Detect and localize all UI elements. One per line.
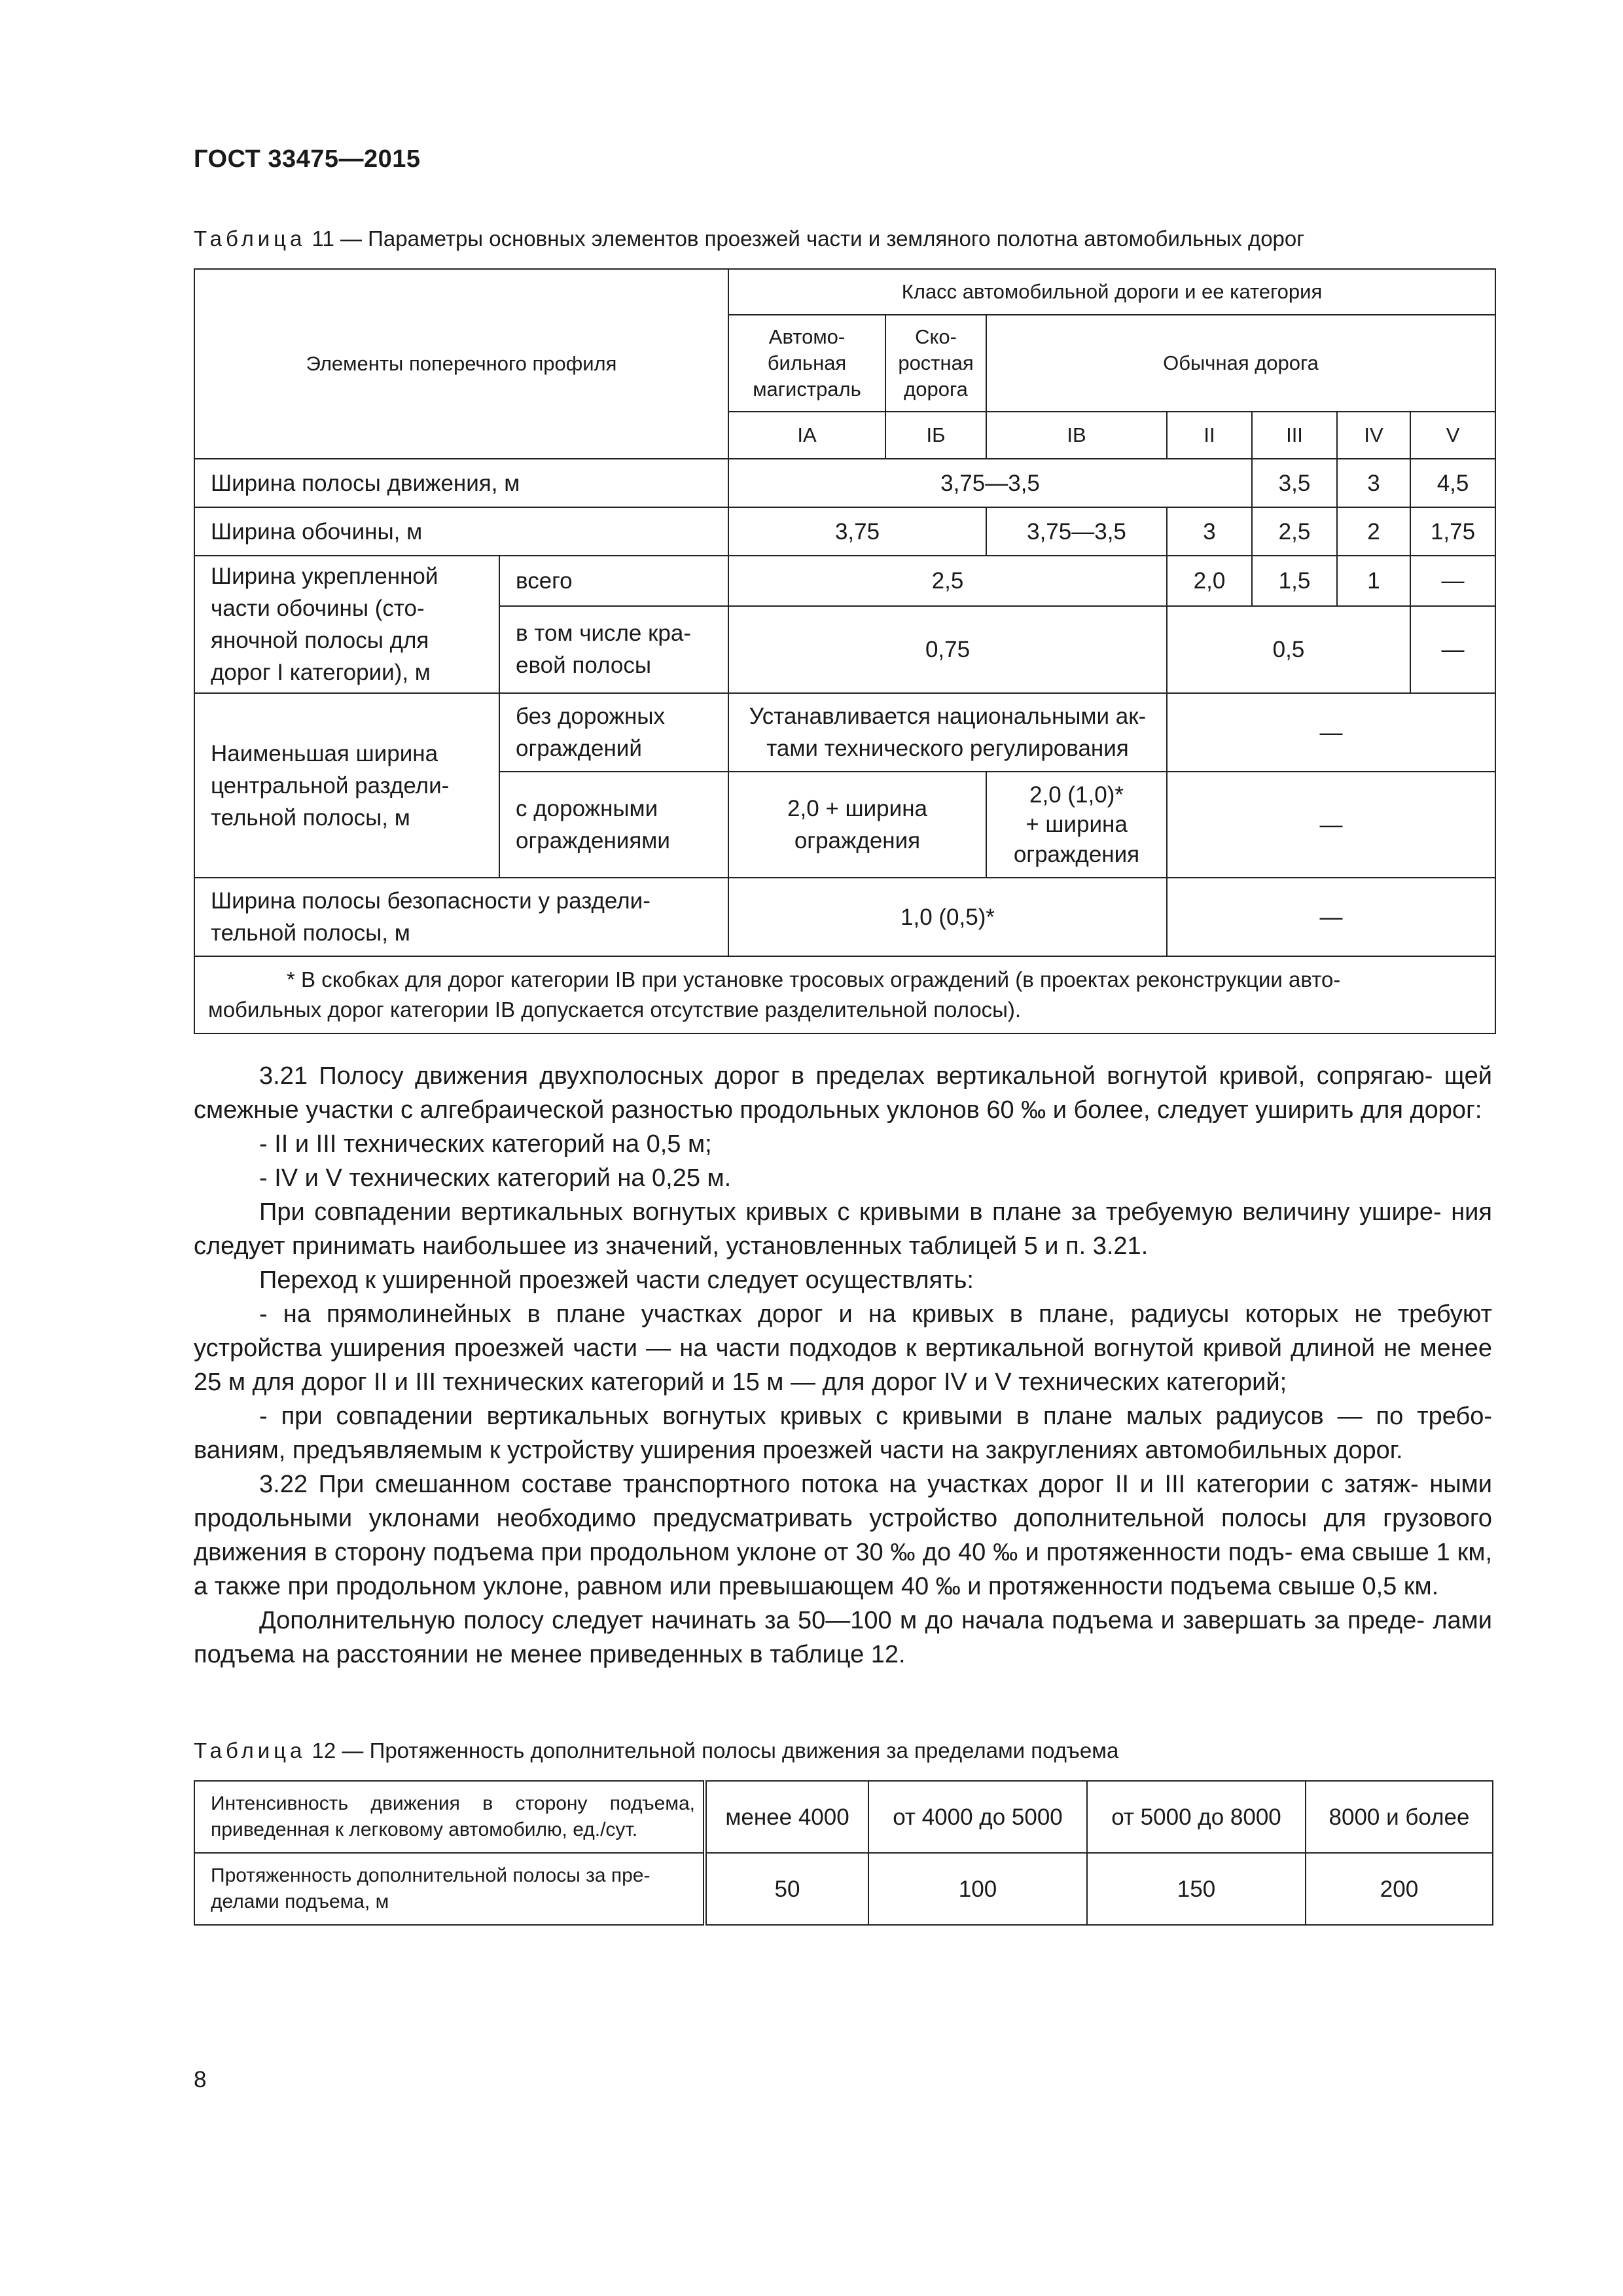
lane-width-label: Ширина полосы движения, м [194, 459, 728, 507]
table-cell: 150 [1087, 1853, 1306, 1925]
table-cell: 0,5 [1167, 606, 1410, 693]
table-cell: 50 [705, 1853, 868, 1925]
table-cell: от 5000 до 8000 [1087, 1781, 1306, 1853]
paragraph: 3.21 Полосу движения двухполосных дорог в пределах вертикальной вогнутой кривой, сопрягаю- щей смежные участки с алгебраической разностью продольных уклонов 60 ‰ и более, следует уширить для дорог: [194, 1062, 1492, 1124]
median-width-label: Наименьшая ширина центральной раздели- тельной полосы, м [194, 693, 499, 878]
table-cell: 2,0 [1167, 556, 1252, 606]
table-cell: 2,0 + ширина ограждения [728, 772, 986, 878]
table-cell: 4,5 [1410, 459, 1495, 507]
table-cell: 1,75 [1410, 507, 1495, 556]
paragraph: - IV и V технических категорий на 0,25 м. [259, 1164, 732, 1192]
safety-strip-label: Ширина полосы безопасности у раздели- тельной полосы, м [194, 878, 728, 956]
paragraph: При совпадении вертикальных вогнутых кривых с кривыми в плане за требуемую величину ушире- ния следует принимать наибольшее из значений, установленных таблицей 5 и п. 3.21. [194, 1198, 1492, 1260]
elements-header: Элементы поперечного профиля [194, 269, 728, 459]
category-iv: IB [986, 412, 1167, 459]
paragraph: - при совпадении вертикальных вогнутых кривых с кривыми в плане малых радиусов — по требо- ваниям, предъявляемым к устройству уширения проезжей части на закруглениях автомобильных дорог. [194, 1403, 1492, 1464]
caption-text: 12 — Протяженность дополнительной полосы движения за пределами подъема [306, 1738, 1119, 1763]
caption-text: 11 — Параметры основных элементов проезжей части и земляного полотна автомобильных дорог [306, 226, 1305, 251]
table-cell: — [1410, 556, 1495, 606]
with-barrier-label: с дорожными ограждениями [499, 772, 728, 878]
table-cell: 3 [1167, 507, 1252, 556]
table-cell: 100 [868, 1853, 1087, 1925]
category-iv-roman: IV [1337, 412, 1410, 459]
table-cell: 2,5 [1252, 507, 1337, 556]
caption-word: Таблица [194, 226, 306, 251]
table-cell: Устанавливается национальными ак- тами технического регулирования [728, 693, 1167, 772]
table-cell: — [1410, 606, 1495, 693]
caption-word: Таблица [194, 1738, 306, 1763]
table-cell: менее 4000 [705, 1781, 868, 1853]
table-cell: от 4000 до 5000 [868, 1781, 1087, 1853]
shoulder-width-label: Ширина обочины, м [194, 507, 728, 556]
table-cell: 2 [1337, 507, 1410, 556]
extra-lane-length-label: Протяженность дополнительной полосы за пре- делами подъема, м [194, 1853, 705, 1925]
page-number: 8 [194, 2067, 207, 2092]
table-cell: 200 [1306, 1853, 1493, 1925]
table-cell: — [1167, 878, 1495, 956]
category-ia: IA [728, 412, 885, 459]
table-cell: — [1167, 772, 1495, 878]
table-cell: 3,5 [1252, 459, 1337, 507]
paragraph: - на прямолинейных в плане участках дорог и на кривых в плане, радиусы которых не требуют устройства уширения проезжей части — на части подходов к вертикальной вогнутой кривой длиной не менее 25 м для дорог II и III технических категорий и 15 м — для дорог IV и V технических категорий; [194, 1300, 1492, 1396]
category-v: V [1410, 412, 1495, 459]
table-cell: 3,75 [728, 507, 986, 556]
table-cell: 1,0 (0,5)* [728, 878, 1167, 956]
table-cell: 2,5 [728, 556, 1167, 606]
paragraph: Переход к уширенной проезжей части следует осуществлять: [259, 1266, 974, 1294]
table-cell: 3 [1337, 459, 1410, 507]
category-iii: III [1252, 412, 1337, 459]
table-11 [194, 268, 1496, 1034]
table-footnote: * В скобках для дорог категории IB при установке тросовых ограждений (в проектах реконструкции авто- мобильных дорог категории IB допускается отсутствие разделительной полосы). [194, 956, 1495, 1033]
edge-strip-label: в том числе кра- евой полосы [499, 606, 728, 693]
category-ib: IБ [885, 412, 986, 459]
table-cell: 0,75 [728, 606, 1167, 693]
motorway-header: Автомо- бильная магистраль [728, 315, 885, 412]
paragraph: Дополнительную полосу следует начинать за 50—100 м до начала подъема и завершать за преде- лами подъема на расстоянии не менее приведенных в таблице 12. [194, 1607, 1492, 1668]
table-cell: 3,75—3,5 [728, 459, 1252, 507]
class-header: Класс автомобильной дороги и ее категория [728, 269, 1495, 315]
table-12 [194, 1780, 1493, 1926]
table-cell: 1 [1337, 556, 1410, 606]
table-cell: 2,0 (1,0)* + ширина ограждения [986, 772, 1167, 878]
reinforced-total-label: всего [499, 556, 728, 606]
expressway-header: Ско- ростная дорога [885, 315, 986, 412]
document-code: ГОСТ 33475—2015 [194, 145, 421, 173]
ordinary-road-header: Обычная дорога [986, 315, 1495, 412]
traffic-intensity-label: Интенсивность движения в сторону подъема, приведенная к легковому автомобилю, ед./сут. [194, 1781, 705, 1853]
table-12-caption [194, 1738, 1118, 1763]
reinforced-shoulder-label: Ширина укрепленной части обочины (сто- яночной полосы для дорог I категории), м [194, 556, 499, 693]
table-11-caption [194, 226, 1304, 251]
table-cell: 8000 и более [1306, 1781, 1493, 1853]
table-cell: — [1167, 693, 1495, 772]
table-cell: 1,5 [1252, 556, 1337, 606]
table-cell: 3,75—3,5 [986, 507, 1167, 556]
paragraph: - II и III технических категорий на 0,5 м; [259, 1130, 712, 1158]
paragraph: 3.22 При смешанном составе транспортного потока на участках дорог II и III категории с затяж- ными продольными уклонами необходимо предусматривать устройство дополнительной полосы для грузового движения в сторону подъема при продольном уклоне от 30 ‰ до 40 ‰ и протяженности подъ- ема свыше 1 км, а также при продольном уклоне, равном или превышающем 40 ‰ и протяженности подъема свыше 0,5 км. [194, 1471, 1492, 1600]
body-text [194, 1059, 1492, 1672]
category-ii: II [1167, 412, 1252, 459]
no-barrier-label: без дорожных ограждений [499, 693, 728, 772]
